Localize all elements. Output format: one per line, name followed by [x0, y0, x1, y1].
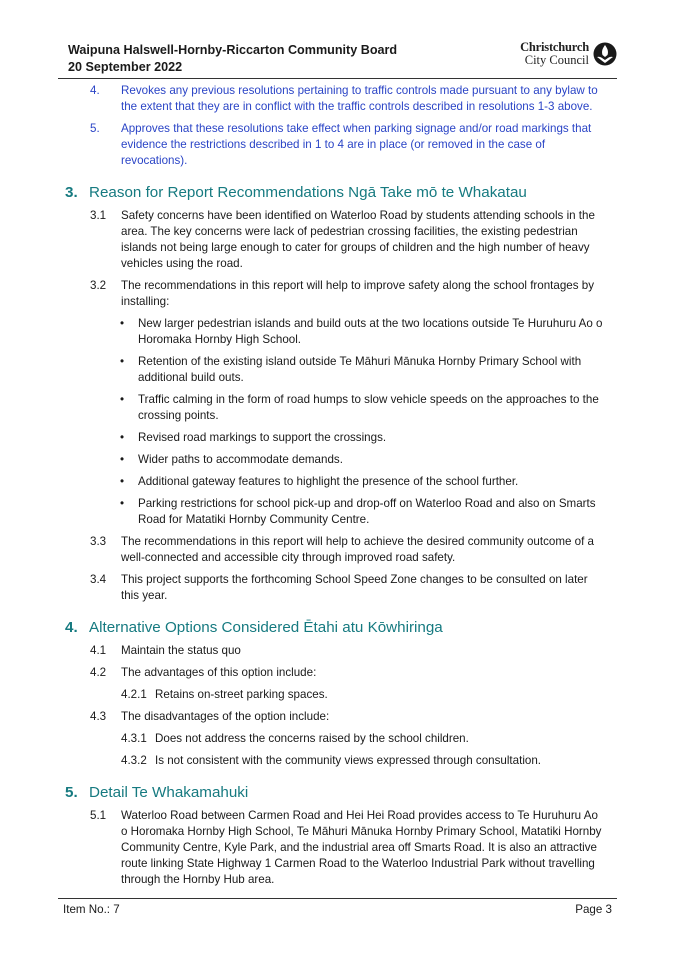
council-logo [520, 41, 617, 67]
subparagraph-text: Is not consistent with the community views expressed through consultation. [155, 754, 542, 767]
item-number: Item No.: 7 [63, 903, 120, 916]
subparagraph-text: Retains on-street parking spaces. [155, 688, 328, 701]
bullet-text: Wider paths to accommodate demands. [138, 453, 343, 466]
page-footer [63, 902, 612, 917]
paragraph-text: Waterloo Road between Carmen Road and Hei Hei Road provides access to Te Huruhuru Ao o Horomaka Hornby High School, Te Māhuri Mānuka Hornby Primary School, Matatiki Hornby Community Centre, Kyle Park, and the industrial area off Smarts Road. It is also an attractive route linking State Highway 1 Carmen Road to the Waterloo Industrial Park without travelling through the Hornby Hub area. [121, 809, 602, 886]
resolution-item [0, 121, 675, 169]
paragraph-number: 4.3 [90, 710, 107, 723]
subparagraph-number: 4.3.2 [121, 754, 147, 767]
paragraph-text: The advantages of this option include: [121, 666, 317, 679]
paragraph-4-1 [0, 643, 675, 659]
footer-divider [58, 898, 617, 899]
section-title: Detail Te Whakamahuki [89, 784, 249, 801]
paragraph-text: The recommendations in this report will help to improve safety along the school frontages by installing: [121, 279, 595, 308]
paragraph-number: 3.2 [90, 279, 107, 292]
paragraph-3-4 [0, 572, 675, 604]
resolution-text: Approves that these resolutions take effect when parking signage and/or road markings that evidence the restrictions described in 1 to 4 are in place (or removed in the case of revocations). [121, 122, 592, 167]
logo-line-2: City Council [524, 53, 589, 67]
bullet-item [0, 392, 675, 424]
bullet-text: New larger pedestrian islands and build outs at the two locations outside Te Huruhuru Ao o Horomaka Hornby High School. [138, 317, 603, 346]
paragraph-text: This project supports the forthcoming School Speed Zone changes to be consulted on later this year. [121, 573, 588, 602]
paragraph-text: Safety concerns have been identified on Waterloo Road by students attending schools in the area. The key concerns were lack of pedestrian crossing facilities, the existing pedestrian islands not being large enough to cater for groups of children and the high number of heavy vehicles using the road. [121, 209, 595, 270]
paragraph-3-1 [0, 208, 675, 272]
bullet-icon: • [120, 497, 125, 510]
resolution-item [0, 83, 675, 115]
paragraph-number: 4.2 [90, 666, 107, 679]
paragraph-text: The disadvantages of the option include: [121, 710, 330, 723]
paragraph-4-2 [0, 665, 675, 681]
resolution-number: 4. [90, 84, 100, 97]
resolution-text: Revokes any previous resolutions pertaining to traffic controls made pursuant to any bylaw to the extent that they are in conflict with the traffic controls described in resolutions 1-3 above. [121, 84, 598, 113]
bullet-item [0, 452, 675, 468]
paragraph-text: Maintain the status quo [121, 644, 241, 657]
section-title: Reason for Report Recommendations Ngā Take mō te Whakatau [89, 184, 527, 201]
bullet-text: Revised road markings to support the crossings. [138, 431, 387, 444]
bullet-icon: • [120, 355, 125, 368]
paragraph-number: 3.3 [90, 535, 107, 548]
header-date: 20 September 2022 [68, 60, 183, 74]
subparagraph-text: Does not address the concerns raised by the school children. [155, 732, 469, 745]
bullet-icon: • [120, 453, 125, 466]
section-number: 3. [65, 184, 78, 201]
bullet-text: Retention of the existing island outside Te Māhuri Mānuka Hornby Primary School with additional build outs. [138, 355, 582, 384]
paragraph-4-3 [0, 709, 675, 725]
section-number: 5. [65, 784, 78, 801]
header-divider [58, 78, 617, 79]
christchurch-logo-icon [593, 42, 617, 66]
subparagraph-4-3-1 [0, 731, 675, 747]
subparagraph-4-3-2 [0, 753, 675, 769]
paragraph-3-2 [0, 278, 675, 310]
bullet-icon: • [120, 393, 125, 406]
paragraph-number: 4.1 [90, 644, 107, 657]
bullet-icon: • [120, 431, 125, 444]
paragraph-text: The recommendations in this report will help to achieve the desired community outcome of a well-connected and accessible city through improved road safety. [121, 535, 595, 564]
subparagraph-number: 4.3.1 [121, 732, 147, 745]
bullet-text: Parking restrictions for school pick-up and drop-off on Waterloo Road and also on Smarts Road for Matatiki Hornby Community Centre. [138, 497, 596, 526]
logo-line-1: Christchurch [520, 40, 589, 54]
section-3-heading [0, 183, 675, 203]
bullet-item [0, 430, 675, 446]
bullet-item [0, 316, 675, 348]
bullet-item [0, 474, 675, 490]
header-title: Waipuna Halswell-Hornby-Riccarton Community Board [68, 43, 398, 57]
bullet-icon: • [120, 475, 125, 488]
bullet-icon: • [120, 317, 125, 330]
document-body [0, 83, 675, 888]
bullet-text: Additional gateway features to highlight the presence of the school further. [138, 475, 519, 488]
paragraph-3-3 [0, 534, 675, 566]
resolution-number: 5. [90, 122, 100, 135]
paragraph-number: 3.1 [90, 209, 107, 222]
paragraph-number: 5.1 [90, 809, 107, 822]
subparagraph-4-2-1 [0, 687, 675, 703]
section-title: Alternative Options Considered Ētahi atu Kōwhiringa [89, 619, 443, 636]
bullet-item [0, 496, 675, 528]
paragraph-5-1 [0, 808, 675, 888]
bullet-item [0, 354, 675, 386]
section-number: 4. [65, 619, 78, 636]
subparagraph-number: 4.2.1 [121, 688, 147, 701]
section-4-heading [0, 618, 675, 638]
bullet-text: Traffic calming in the form of road humps to slow vehicle speeds on the approaches to the crossing points. [138, 393, 599, 422]
section-5-heading [0, 783, 675, 803]
paragraph-number: 3.4 [90, 573, 107, 586]
page-number: Page 3 [575, 903, 612, 916]
